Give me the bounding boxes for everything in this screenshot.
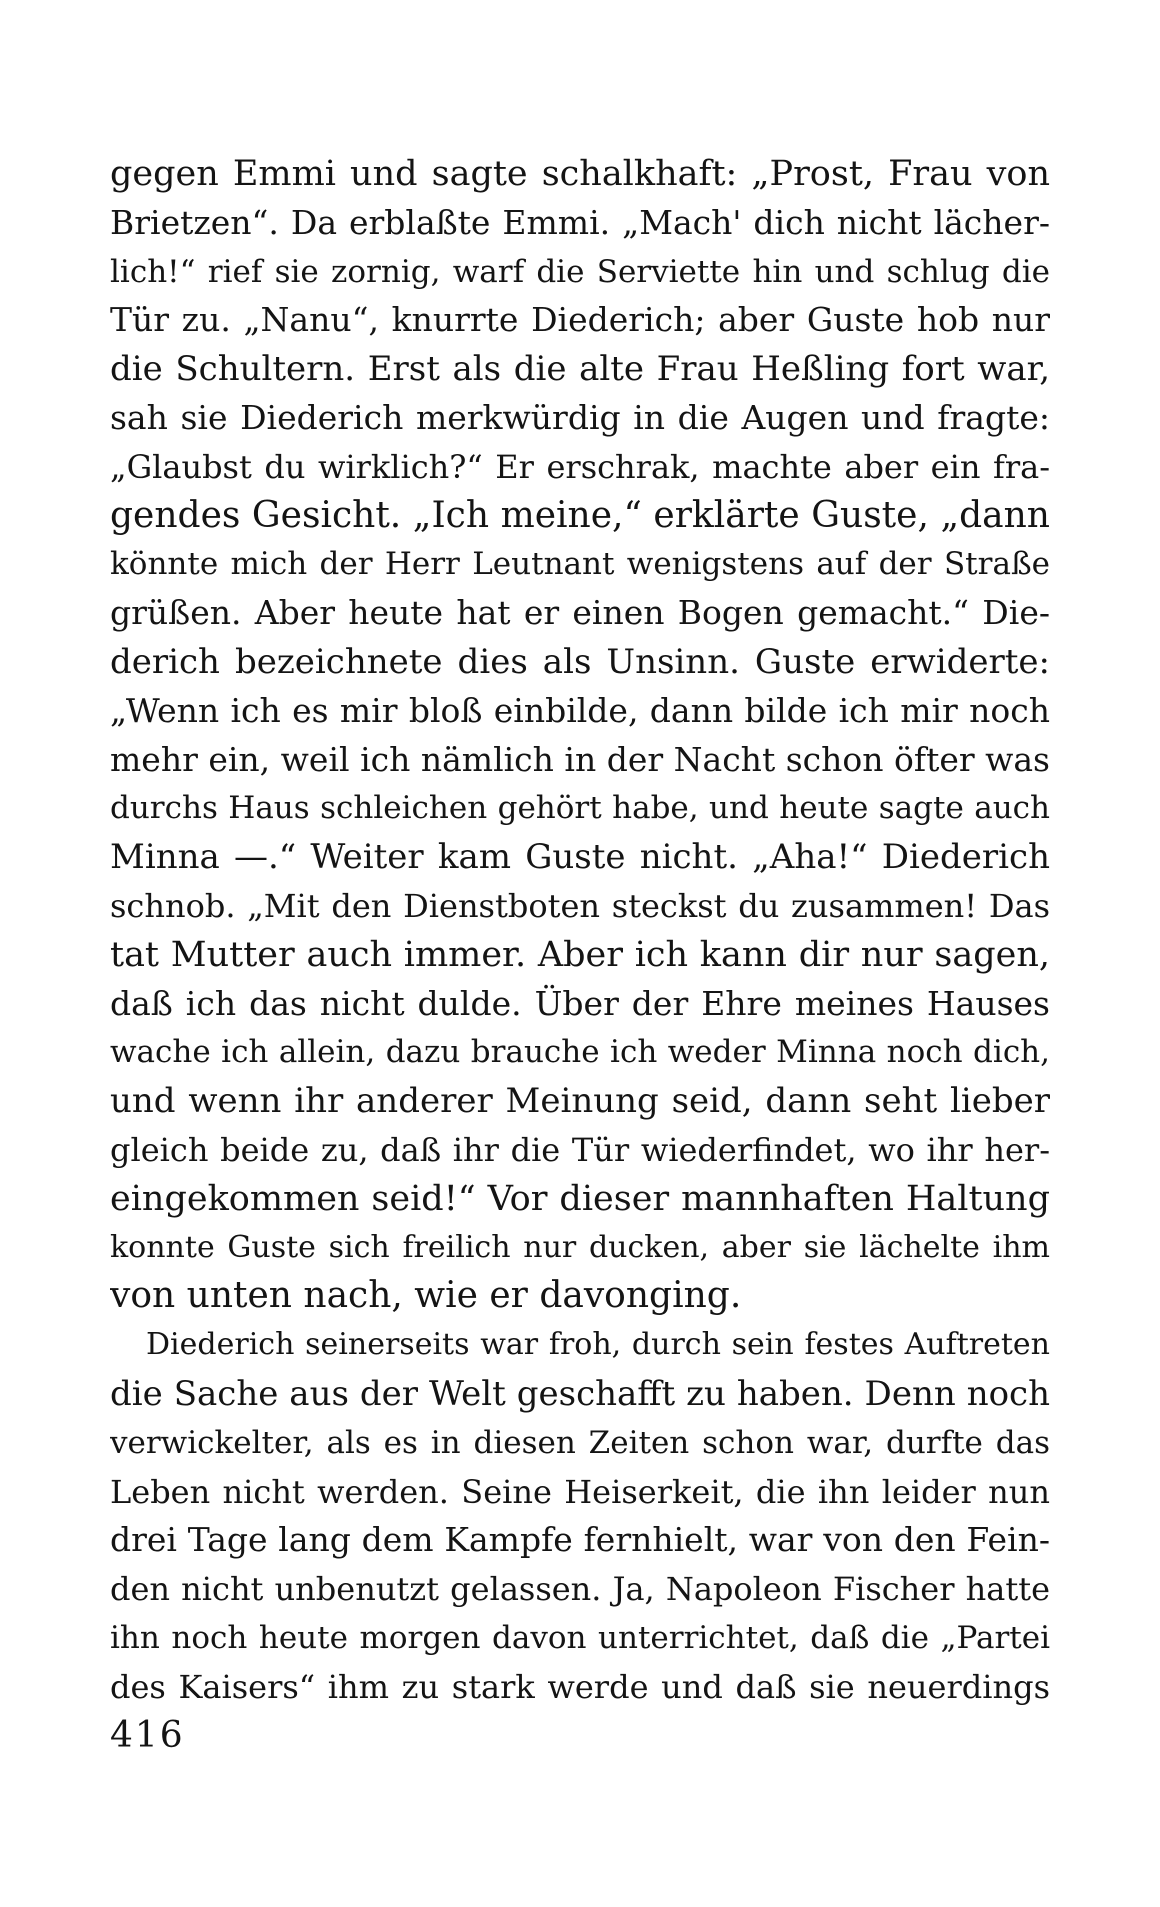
page-text: [110, 150, 1050, 1712]
text-line: sah sie Diederich merkwürdig in die Augen und fragte:: [110, 397, 1050, 437]
text-line: könnte mich der Herr Leutnant wenigstens auf der Straße: [110, 546, 1050, 583]
text-line: des Kaisers“ ihm zu stark werde und daß sie neuerdings: [110, 1667, 1050, 1706]
text-line: Diederich seinerseits war froh, durch sein festes Auftreten: [146, 1327, 1050, 1363]
text-line: die Schultern. Erst als die alte Frau Heßling fort war,: [110, 349, 1050, 390]
text-line: Leben nicht werden. Seine Heiserkeit, die ihn leider nun: [110, 1472, 1050, 1511]
text-line: die Sache aus der Welt geschafft zu haben. Denn noch: [110, 1373, 1050, 1414]
page-number: 416: [110, 1715, 185, 1756]
text-line: daß ich das nicht dulde. Über der Ehre meines Hauses: [110, 983, 1050, 1023]
text-line: verwickelter, als es in diesen Zeiten schon war, durfte das: [110, 1424, 1050, 1461]
text-line: Minna —.“ Weiter kam Guste nicht. „Aha!“ Diederich: [110, 837, 1050, 878]
text-line: und wenn ihr anderer Meinung seid, dann seht lieber: [110, 1081, 1050, 1122]
text-line: drei Tage lang dem Kampfe fernhielt, war von den Fein-: [110, 1520, 1050, 1560]
text-line: wache ich allein, dazu brauche ich weder Minna noch dich,: [110, 1034, 1050, 1071]
text-line: Brietzen“. Da erblaßte Emmi. „Mach' dich nicht lächer-: [110, 202, 1050, 242]
text-line: ihn noch heute morgen davon unterrichtet, daß die „Partei: [110, 1619, 1050, 1656]
text-line: den nicht unbenutzt gelassen. Ja, Napoleon Fischer hatte: [110, 1570, 1050, 1609]
text-line: gegen Emmi und sagte schalkhaft: „Prost, Frau von: [110, 154, 1050, 194]
text-line: Tür zu. „Nanu“, knurrte Diederich; aber Guste hob nur: [110, 300, 1050, 340]
text-line: gleich beide zu, daß ihr die Tür wiederfindet, wo ihr her-: [110, 1130, 1050, 1169]
text-line: „Glaubst du wirklich?“ Er erschrak, machte aber ein fra-: [110, 447, 1050, 486]
text-line: gendes Gesicht. „Ich meine,“ erklärte Guste, „dann: [110, 494, 1050, 536]
paragraph-1: [110, 150, 1050, 1321]
text-line: derich bezeichnete dies als Unsinn. Guste erwiderte:: [110, 641, 1050, 682]
text-line: lich!“ rief sie zornig, warf die Serviette hin und schlug die: [110, 253, 1050, 290]
text-line: tat Mutter auch immer. Aber ich kann dir nur sagen,: [110, 934, 1050, 975]
text-line: „Wenn ich es mir bloß einbilde, dann bilde ich mir noch: [110, 690, 1050, 730]
text-line: grüßen. Aber heute hat er einen Bogen gemacht.“ Die-: [110, 593, 1050, 633]
text-line: mehr ein, weil ich nämlich in der Nacht schon öfter was: [110, 739, 1050, 779]
text-line: konnte Guste sich freilich nur ducken, aber sie lächelte ihm: [110, 1229, 1050, 1265]
text-line: durchs Haus schleichen gehört habe, und heute sagte auch: [110, 790, 1050, 827]
text-line: schnob. „Mit den Dienstboten steckst du zusammen! Das: [110, 886, 1050, 925]
text-line: eingekommen seid!“ Vor dieser mannhaften Haltung: [110, 1178, 1050, 1219]
paragraph-2: [110, 1321, 1050, 1711]
text-line: von unten nach, wie er davonging.: [110, 1275, 742, 1317]
